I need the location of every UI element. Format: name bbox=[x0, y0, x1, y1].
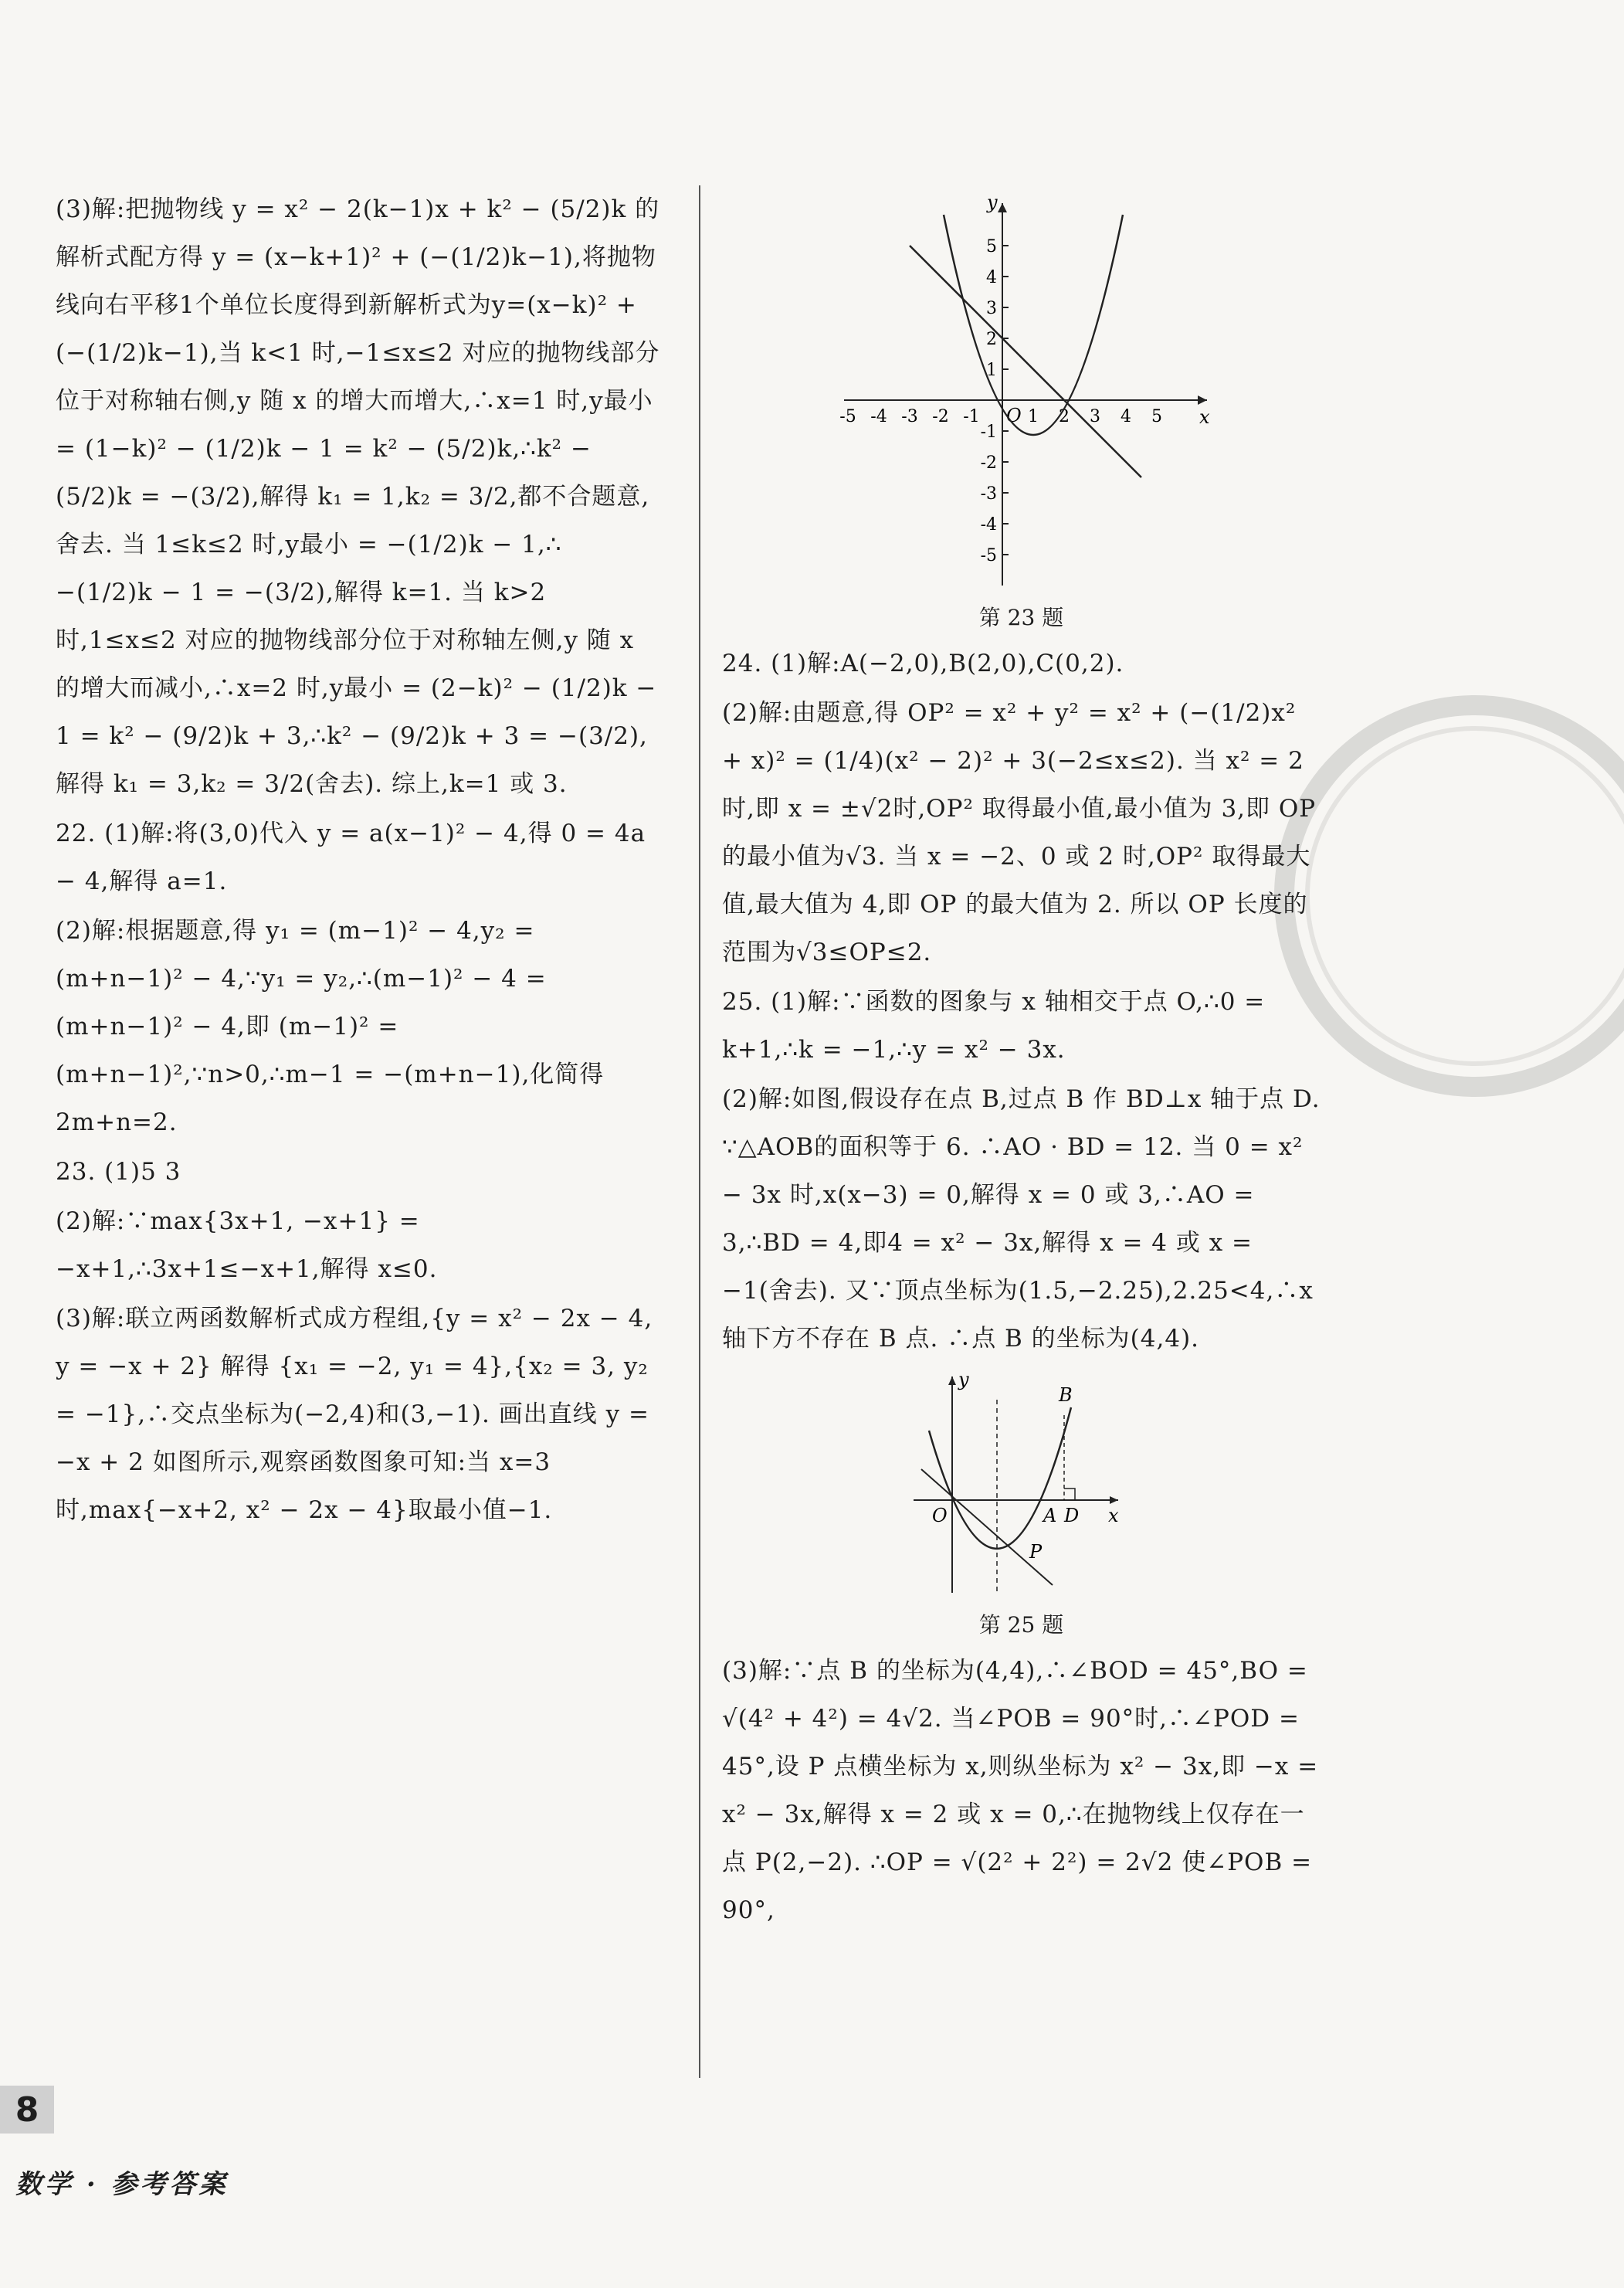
answer-24-part2: (2)解:由题意,得 OP² = x² + y² = x² + (−(1/2)x² + x)² = (1/4)(x² − 2)² + 3(−2≤x≤2). 当 x² = 2 时,即 x = ±√2时,OP² 取得最小值,最小值为 3,即 OP 的最小值为√3. 当 x = −2、0 或 2 时,OP² 取得最大值,最大值为 4,即 OP 的最大值为 2. 所以 OP 长度的范围为√3≤OP≤2. bbox=[722, 699, 1317, 966]
answer-24-part1: 24. (1)解:A(−2,0),B(2,0),C(0,2). bbox=[722, 650, 1124, 677]
parabola-curve bbox=[944, 215, 1123, 435]
page-number: 8 bbox=[0, 2086, 54, 2134]
y-label: y bbox=[958, 1369, 969, 1390]
x-tick: -1 bbox=[962, 407, 980, 426]
point-p-label: P bbox=[1029, 1541, 1042, 1563]
x-tick: 2 bbox=[1058, 407, 1070, 426]
y-tick: -1 bbox=[980, 423, 997, 442]
y-tick: 4 bbox=[985, 268, 997, 287]
x-tick: -3 bbox=[900, 407, 918, 426]
y-tick: -2 bbox=[980, 453, 997, 473]
answer-23-part1: 23. (1)5 3 bbox=[56, 1158, 181, 1186]
x-tick: -2 bbox=[931, 407, 949, 426]
y-axis-arrow bbox=[998, 203, 1007, 212]
y-tick: 1 bbox=[985, 361, 997, 380]
figure-25-graph bbox=[906, 1369, 1137, 1601]
y-tick: -5 bbox=[980, 546, 997, 565]
point-d-label: D bbox=[1063, 1505, 1079, 1526]
x-tick: 5 bbox=[1151, 407, 1162, 426]
right-angle-mark bbox=[1064, 1489, 1075, 1500]
origin-label: O bbox=[931, 1505, 948, 1526]
line-y-eq-neg-x-plus-2 bbox=[910, 246, 1141, 477]
y-tick: 3 bbox=[985, 299, 997, 318]
y-tick: 5 bbox=[985, 237, 997, 256]
x-tick: 3 bbox=[1089, 407, 1100, 426]
y-tick: -4 bbox=[980, 515, 997, 535]
answer-22-part2: (2)解:根据题意,得 y₁ = (m−1)² − 4,y₂ = (m+n−1)² − 4,∵y₁ = y₂,∴(m−1)² − 4 = (m+n−1)² − 4,即 (m−1)² = (m+n−1)²,∵n>0,∴m−1 = −(m+n−1),化简得 2m+n=2. bbox=[56, 917, 605, 1136]
x-tick: -4 bbox=[870, 407, 887, 426]
answer-23-part2: (2)解:∵max{3x+1, −x+1} = −x+1,∴3x+1≤−x+1,解得 x≤0. bbox=[56, 1207, 438, 1283]
point-a-label: A bbox=[1043, 1505, 1056, 1526]
x-axis-arrow bbox=[1198, 395, 1207, 405]
y-tick: -3 bbox=[980, 484, 997, 504]
figure-23-graph bbox=[829, 192, 1215, 593]
x-label: x bbox=[1107, 1505, 1119, 1526]
y-axis-arrow bbox=[948, 1377, 956, 1385]
x-tick: -5 bbox=[839, 407, 856, 426]
x-tick: 1 bbox=[1027, 407, 1039, 426]
footer-title: 数学 · 参考答案 bbox=[15, 2169, 229, 2200]
parabola-curve bbox=[929, 1407, 1071, 1549]
watermark-stamp-inner-ring bbox=[1305, 726, 1624, 1066]
x-tick: 4 bbox=[1120, 407, 1131, 426]
column-divider bbox=[699, 185, 700, 2078]
y-tick: 2 bbox=[985, 330, 997, 349]
answer-23-part3: (3)解:联立两函数解析式成方程组,{y = x² − 2x − 4, y = −x + 2} 解得 {x₁ = −2, y₁ = 4},{x₂ = 3, y₂ = −1},∴交点坐标为(−2,4)和(3,−1). 画出直线 y = −x + 2 如图所示,观察函数图象可知:当 x=3 时,max{−x+2, x² − 2x − 4}取最小值−1. bbox=[56, 1305, 653, 1524]
y-axis-label: y bbox=[986, 192, 998, 213]
answer-25-part1: 25. (1)解:∵函数的图象与 x 轴相交于点 O,∴0 = k+1,∴k = −1,∴y = x² − 3x. bbox=[722, 988, 1266, 1064]
figure-23 bbox=[722, 192, 1321, 632]
x-axis-arrow bbox=[1110, 1496, 1118, 1504]
line-op bbox=[921, 1469, 1053, 1585]
x-axis-label: x bbox=[1199, 406, 1210, 428]
figure-25 bbox=[722, 1369, 1321, 1639]
origin-label: O bbox=[1005, 405, 1022, 426]
answer-25-part3: (3)解:∵点 B 的坐标为(4,4),∴∠BOD = 45°,BO = √(4² + 4²) = 4√2. 当∠POB = 90°时,∴∠POD = 45°,设 P 点横坐标为 x,则纵坐标为 x² − 3x,即 −x = x² − 3x,解得 x = 2 或 x = 0,∴在抛物线上仅存在一点 P(2,−2). ∴OP = √(2² + 2²) = 2√2 使∠POB = 90°, bbox=[722, 1657, 1319, 1924]
right-column bbox=[722, 185, 1321, 1936]
left-column bbox=[56, 185, 666, 1536]
answer-25-part2: (2)解:如图,假设存在点 B,过点 B 作 BD⊥x 轴于点 D. ∵△AOB的面积等于 6. ∴AO · BD = 12. 当 0 = x² − 3x 时,x(x−3) = 0,解得 x = 0 或 3,∴AO = 3,∴BD = 4,即4 = x² − 3x,解得 x = 4 或 x = −1(舍去). 又∵顶点坐标为(1.5,−2.25),2.25<4,∴x 轴下方不存在 B 点. ∴点 B 的坐标为(4,4). bbox=[722, 1085, 1321, 1353]
figure-25-caption: 第 25 题 bbox=[978, 1612, 1064, 1638]
answer-22-part1: 22. (1)解:将(3,0)代入 y = a(x−1)² − 4,得 0 = 4a − 4,解得 a=1. bbox=[56, 820, 646, 895]
answer-21-part3: (3)解:把抛物线 y = x² − 2(k−1)x + k² − (5/2)k 的解析式配方得 y = (x−k+1)² + (−(1/2)k−1),将抛物线向右平移1个单位长度得到新解析式为y=(x−k)² + (−(1/2)k−1),当 k<1 时,−1≤x≤2 对应的抛物线部分位于对称轴右侧,y 随 x 的增大而增大,∴x=1 时,y最小 = (1−k)² − (1/2)k − 1 = k² − (5/2)k,∴k² − (5/2)k = −(3/2),解得 k₁ = 1,k₂ = 3/2,都不合题意,舍去. 当 1≤k≤2 时,y最小 = −(1/2)k − 1,∴ −(1/2)k − 1 = −(3/2),解得 k=1. 当 k>2 时,1≤x≤2 对应的抛物线部分位于对称轴左侧,y 随 x 的增大而减小,∴x=2 时,y最小 = (2−k)² − (1/2)k − 1 = k² − (9/2)k + 3,∴k² − (9/2)k + 3 = −(3/2),解得 k₁ = 3,k₂ = 3/2(舍去). 综上,k=1 或 3. bbox=[56, 195, 660, 798]
point-b-label: B bbox=[1058, 1384, 1073, 1406]
figure-23-caption: 第 23 题 bbox=[978, 605, 1064, 630]
